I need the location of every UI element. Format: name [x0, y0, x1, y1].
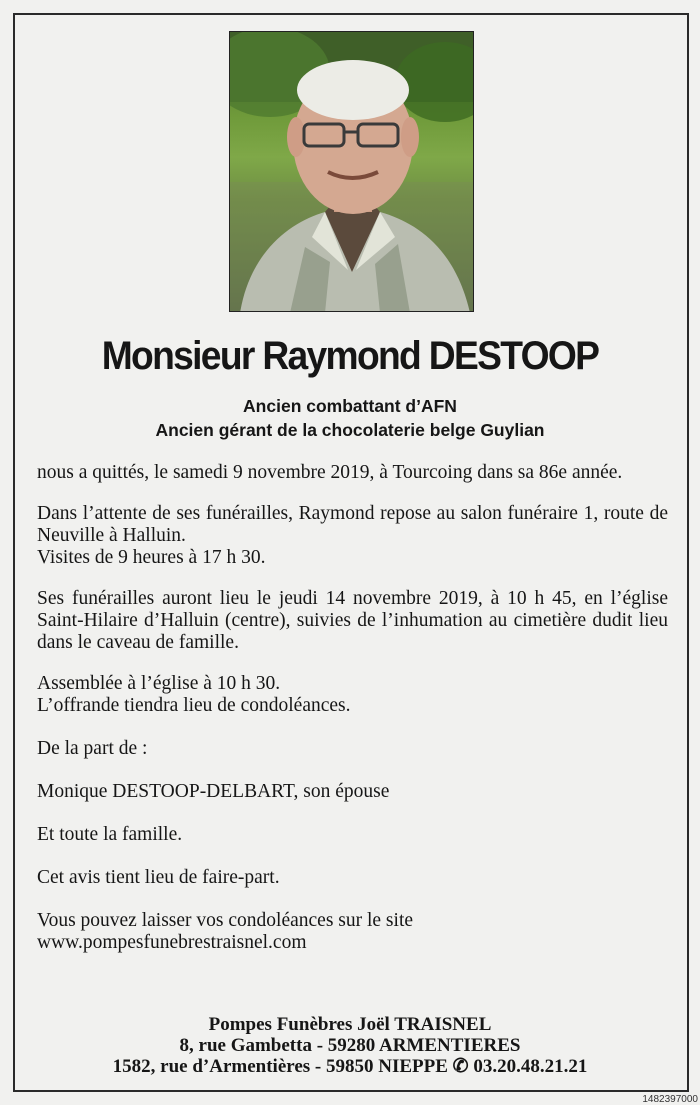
- funeral-details: Ses funérailles auront lieu le jeudi 14 novembre 2019, à 10 h 45, en l’église Saint-Hilaire d’Halluin (centre), suivies de l’inhumation au cimetière dudit lieu dans le caveau de famille.: [37, 588, 668, 653]
- offering-note: L’offrande tiendra lieu de condoléances.: [37, 695, 351, 716]
- portrait-photo: [229, 31, 474, 312]
- visiting-hours: Visites de 9 heures à 17 h 30.: [37, 547, 266, 568]
- assembly-time: Assemblée à l’église à 10 h 30.: [37, 673, 281, 694]
- portrait-illustration: [230, 32, 474, 312]
- death-announcement: nous a quittés, le samedi 9 novembre 2019, à Tourcoing dans sa 86e année.: [37, 462, 623, 483]
- deceased-name: Monsieur Raymond DESTOOP: [101, 334, 599, 378]
- subtitle-veteran: Ancien combattant d’AFN: [243, 396, 457, 416]
- reference-number: 1482397000: [642, 1094, 698, 1105]
- subtitle-former-manager: Ancien gérant de la chocolaterie belge Guylian: [155, 420, 545, 440]
- family-line: Et toute la famille.: [37, 824, 183, 845]
- from-label: De la part de :: [37, 738, 148, 759]
- condolences-website[interactable]: www.pompesfunebrestraisnel.com: [37, 932, 307, 953]
- funeral-home-address-2: 1582, rue d’Armentières - 59850 NIEPPE ✆ 03.20.48.21.21: [112, 1056, 588, 1077]
- notice-body: [37, 462, 668, 954]
- spouse-line: Monique DESTOOP-DELBART, son épouse: [37, 781, 390, 802]
- faire-part-note: Cet avis tient lieu de faire-part.: [37, 867, 280, 888]
- rest-location: Dans l’attente de ses funérailles, Raymond repose au salon funéraire 1, route de Neuville à Halluin.: [37, 503, 668, 546]
- condolences-note: Vous pouvez laisser vos condoléances sur le site: [37, 910, 414, 931]
- funeral-home-address-1: 8, rue Gambetta - 59280 ARMENTIERES: [179, 1035, 521, 1056]
- funeral-home-name: Pompes Funèbres Joël TRAISNEL: [208, 1014, 492, 1035]
